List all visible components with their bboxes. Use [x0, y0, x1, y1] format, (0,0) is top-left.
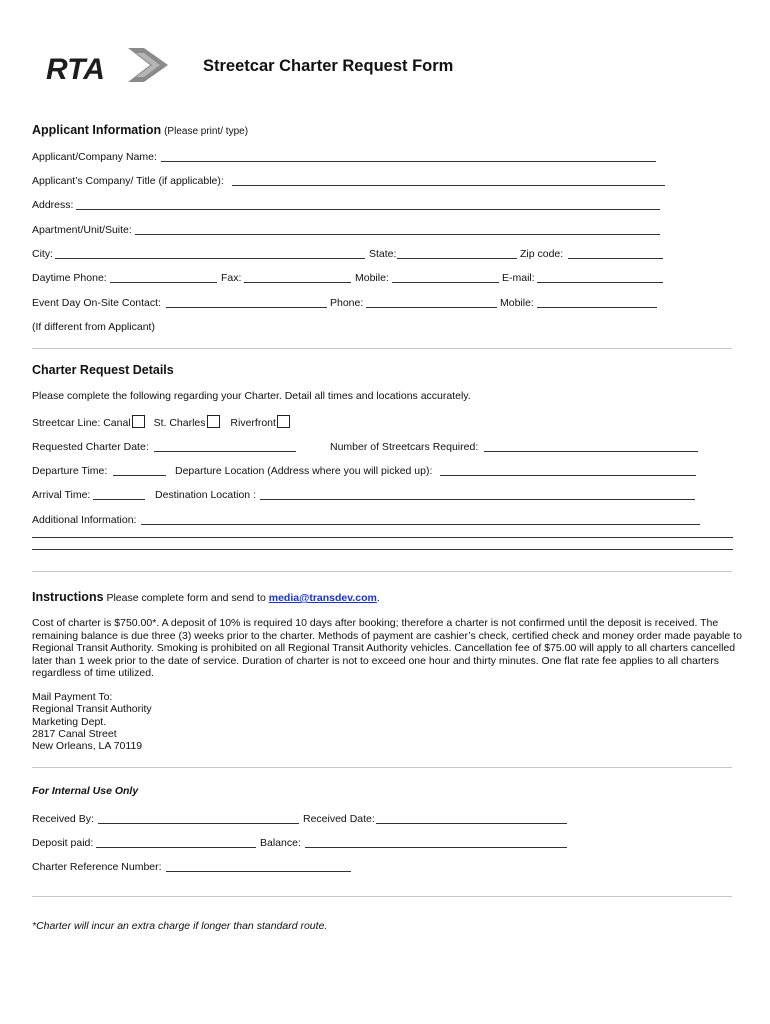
charter-heading: Charter Request Details	[32, 363, 174, 377]
charter-date-field[interactable]	[154, 451, 296, 452]
applicant-heading-note: (Please print/ type)	[164, 126, 249, 137]
section-divider	[32, 571, 732, 572]
email-field[interactable]	[537, 282, 663, 283]
page-title: Streetcar Charter Request Form	[203, 57, 454, 75]
deposit-label: Deposit paid:	[32, 837, 94, 849]
applicant-heading-text: Applicant Information	[32, 123, 162, 137]
departure-time-label: Departure Time:	[32, 465, 108, 477]
additional-info-field-3[interactable]	[32, 549, 733, 550]
contact-phone-field[interactable]	[366, 307, 497, 308]
city-label: City:	[32, 248, 53, 260]
instructions-period: .	[376, 592, 380, 604]
st-charles-checkbox[interactable]	[207, 415, 220, 428]
logo-text: RTA	[46, 53, 105, 86]
rta-logo	[44, 44, 170, 86]
section-divider	[32, 896, 732, 897]
destination-field[interactable]	[260, 499, 695, 500]
address-label: Address:	[32, 199, 74, 211]
st-charles-label: St. Charles	[153, 417, 206, 429]
arrival-time-field[interactable]	[93, 499, 145, 500]
canal-checkbox[interactable]	[132, 415, 145, 428]
departure-location-field[interactable]	[440, 475, 696, 476]
received-by-label: Received By:	[32, 813, 94, 825]
contact-label: Event Day On-Site Contact:	[32, 297, 161, 309]
city-field[interactable]	[55, 258, 365, 259]
footnote: *Charter will incur an extra charge if longer than standard route.	[32, 920, 328, 932]
departure-time-field[interactable]	[113, 475, 166, 476]
zip-label: Zip code:	[520, 248, 564, 260]
riverfront-label: Riverfront	[230, 417, 276, 429]
mail-line: Mail Payment To:	[32, 691, 113, 703]
received-date-field[interactable]	[376, 823, 567, 824]
additional-info-label: Additional Information:	[32, 514, 137, 526]
rta-logo-graphic	[44, 44, 170, 86]
mail-line: New Orleans, LA 70119	[32, 740, 143, 753]
contact-field[interactable]	[166, 307, 327, 308]
destination-label: Destination Location :	[155, 489, 256, 501]
reference-field[interactable]	[166, 871, 351, 872]
instructions-paragraph: Cost of charter is $750.00*. A deposit of 10% is required 10 days after booking; therefore a charter is not confirmed until the deposit is received. The remaining balance is due three (3) weeks prior to the charter. Methods of payment are cashier’s check, certified check and money order made payable to Regional Transit Authority. Smoking is prohibited on all Regional Transit Authority vehicles. Cancellation fee of $75.00 will apply to all charters cancelled later than 1 week prior to the date of service. Duration of charter is not to exceed one hour and thirty minutes. One flat rate fee applies to all charters regardless of time utilized.	[32, 617, 742, 679]
apt-field[interactable]	[135, 234, 660, 235]
fax-label: Fax:	[221, 272, 242, 284]
mobile-label: Mobile:	[355, 272, 389, 284]
instructions-lead: Please complete form and send to	[106, 592, 266, 604]
num-cars-label: Number of Streetcars Required:	[330, 441, 479, 453]
day-phone-field[interactable]	[110, 282, 217, 283]
section-divider	[32, 767, 732, 768]
received-by-field[interactable]	[98, 823, 299, 824]
mail-payment-block	[32, 691, 152, 752]
section-divider	[32, 348, 732, 349]
charter-intro: Please complete the following regarding your Charter. Detail all times and locations accurately.	[32, 390, 471, 402]
email-link[interactable]: media@transdev.com	[268, 592, 377, 604]
applicant-name-field[interactable]	[161, 161, 656, 162]
zip-field[interactable]	[568, 258, 663, 259]
state-label: State:	[369, 248, 397, 260]
apt-label: Apartment/Unit/Suite:	[32, 224, 132, 236]
deposit-field[interactable]	[96, 847, 256, 848]
additional-info-field-1[interactable]	[141, 524, 700, 525]
additional-info-field-2[interactable]	[32, 537, 733, 538]
applicant-name-label: Applicant/Company Name:	[32, 151, 157, 163]
instructions-heading-text: Instructions	[32, 590, 104, 604]
address-field[interactable]	[76, 209, 660, 210]
applicant-title-label: Applicant’s Company/ Title (if applicable):	[32, 175, 224, 187]
day-phone-label: Daytime Phone:	[32, 272, 107, 284]
received-date-label: Received Date:	[303, 813, 375, 825]
mail-line: Regional Transit Authority	[32, 703, 152, 716]
streetcar-line-row	[32, 415, 290, 429]
balance-field[interactable]	[305, 847, 567, 848]
num-cars-field[interactable]	[484, 451, 698, 452]
mail-line: Marketing Dept.	[32, 715, 107, 728]
mobile-field[interactable]	[392, 282, 499, 283]
contact-mobile-field[interactable]	[537, 307, 657, 308]
riverfront-checkbox[interactable]	[277, 415, 290, 428]
balance-label: Balance:	[260, 837, 301, 849]
fax-field[interactable]	[244, 282, 351, 283]
applicant-heading	[32, 123, 248, 137]
contact-mobile-label: Mobile:	[500, 297, 534, 309]
reference-label: Charter Reference Number:	[32, 861, 162, 873]
charter-date-label: Requested Charter Date:	[32, 441, 149, 453]
internal-heading: For Internal Use Only	[32, 785, 139, 797]
email-label: E-mail:	[502, 272, 535, 284]
arrival-time-label: Arrival Time:	[32, 489, 91, 501]
contact-note: (If different from Applicant)	[32, 321, 155, 333]
departure-location-label: Departure Location (Address where you will picked up):	[175, 465, 433, 477]
streetcar-line-label: Streetcar Line: Canal	[32, 417, 131, 429]
instructions-heading	[32, 590, 380, 604]
mail-line: 2817 Canal Street	[32, 727, 117, 740]
contact-phone-label: Phone:	[330, 297, 364, 309]
state-field[interactable]	[397, 258, 517, 259]
applicant-title-field[interactable]	[232, 185, 665, 186]
